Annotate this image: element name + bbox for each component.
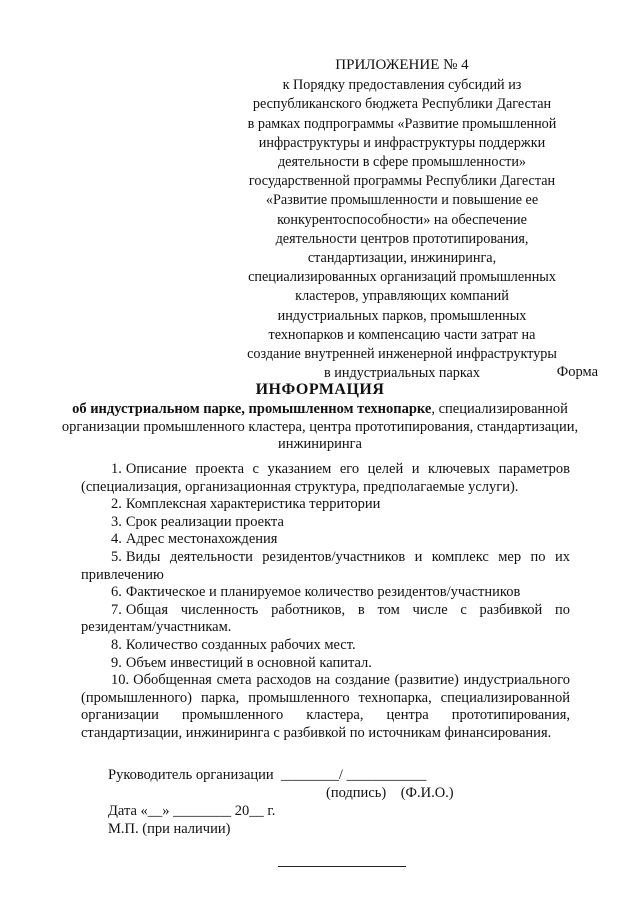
item-number: 8.: [111, 636, 122, 653]
annex-line: республиканского бюджета Республики Дагестан: [252, 96, 552, 113]
list-item: [81, 514, 570, 532]
item-number: 7.: [111, 601, 122, 618]
list-item: [81, 461, 570, 496]
item-number: 9.: [111, 654, 122, 671]
document-subtitle: [60, 401, 580, 454]
item-text: Обобщенная смета расходов на создание (развитие) индустриального (промышленного) парка, промышленного технопарка, специализированной организации промышленного кластера, центра прототипирования, стандартизации, инжиниринга с разбивкой по источникам финансирования.: [81, 672, 570, 741]
annex-line: кластеров, управляющих компаний: [295, 288, 509, 305]
annex-line: деятельности в сфере промышленности»: [277, 154, 527, 171]
annex-line: специализированных организаций промышленных: [248, 269, 556, 286]
item-text: Фактическое и планируемое количество резидентов/участников: [125, 584, 521, 601]
item-number: 5.: [111, 548, 122, 565]
annex-header: [232, 56, 572, 383]
annex-line: в индустриальных парках: [324, 365, 480, 382]
list-item: [81, 655, 570, 673]
annex-line: создание внутренней инженерной инфраструктуры: [247, 346, 557, 363]
annex-line: «Развитие промышленности и повышение ее: [265, 192, 539, 209]
signature-block: [108, 766, 454, 838]
annex-line: индустриальных парков, промышленных: [277, 307, 527, 324]
list-item: [81, 531, 570, 549]
list-item: [81, 637, 570, 655]
list-item: [81, 672, 570, 742]
item-text: Срок реализации проекта: [125, 513, 284, 530]
annex-line: к Порядку предоставления субсидий из: [282, 77, 522, 94]
annex-line: государственной программы Республики Дагестан: [248, 173, 556, 190]
signature-head-line: Руководитель организации ________/ ___________: [108, 767, 427, 783]
item-number: 1.: [111, 461, 122, 477]
document-title: ИНФОРМАЦИЯ: [255, 381, 385, 398]
list-item: [81, 602, 570, 637]
items-list: [81, 461, 570, 743]
list-item: [81, 496, 570, 514]
item-text: Общая численность работников, в том числе с разбивкой по резидентам/участникам.: [81, 601, 570, 636]
subtitle-bold: об индустриальном парке, промышленном технопарке: [72, 401, 432, 417]
seal-line: М.П. (при наличии): [108, 821, 231, 837]
item-number: 3.: [111, 513, 122, 530]
annex-line: инфраструктуры и инфраструктуры поддержки: [258, 134, 546, 151]
item-text: Объем инвестиций в основной капитал.: [125, 654, 372, 671]
item-text: Комплексная характеристика территории: [125, 496, 381, 513]
item-text: Адрес местонахождения: [125, 531, 278, 548]
annex-line: конкурентоспособности» на обеспечение: [277, 211, 527, 228]
item-text: Виды деятельности резидентов/участников и комплекс мер по их привлечению: [81, 548, 570, 583]
item-number: 10.: [111, 672, 130, 689]
annex-number: ПРИЛОЖЕНИЕ № 4: [335, 57, 469, 73]
list-item: [81, 584, 570, 602]
item-number: 2.: [111, 496, 122, 513]
item-text: Описание проекта с указанием его целей и ключевых параметров (специализация, организационная структура, предполагаемые услуги).: [81, 461, 570, 495]
subtitle-rest: , специализированной организации промышленного кластера, центра прототипирования, стандартизации, инжиниринга: [61, 401, 579, 452]
annex-line: стандартизации, инжиниринга,: [307, 250, 497, 267]
item-number: 6.: [111, 584, 122, 601]
annex-line: деятельности центров прототипирования,: [275, 230, 529, 247]
item-text: Количество созданных рабочих мест.: [125, 636, 356, 653]
item-number: 4.: [111, 531, 122, 548]
list-item: [81, 549, 570, 584]
date-line: Дата «__» ________ 20__ г.: [108, 803, 276, 819]
annex-line: технопарков и компенсацию части затрат на: [268, 326, 536, 343]
annex-line: в рамках подпрограммы «Развитие промышленной: [247, 115, 557, 132]
footer-divider: [278, 866, 406, 867]
form-label: Форма: [556, 364, 598, 380]
signature-hint: (подпись) (Ф.И.О.): [326, 785, 454, 801]
